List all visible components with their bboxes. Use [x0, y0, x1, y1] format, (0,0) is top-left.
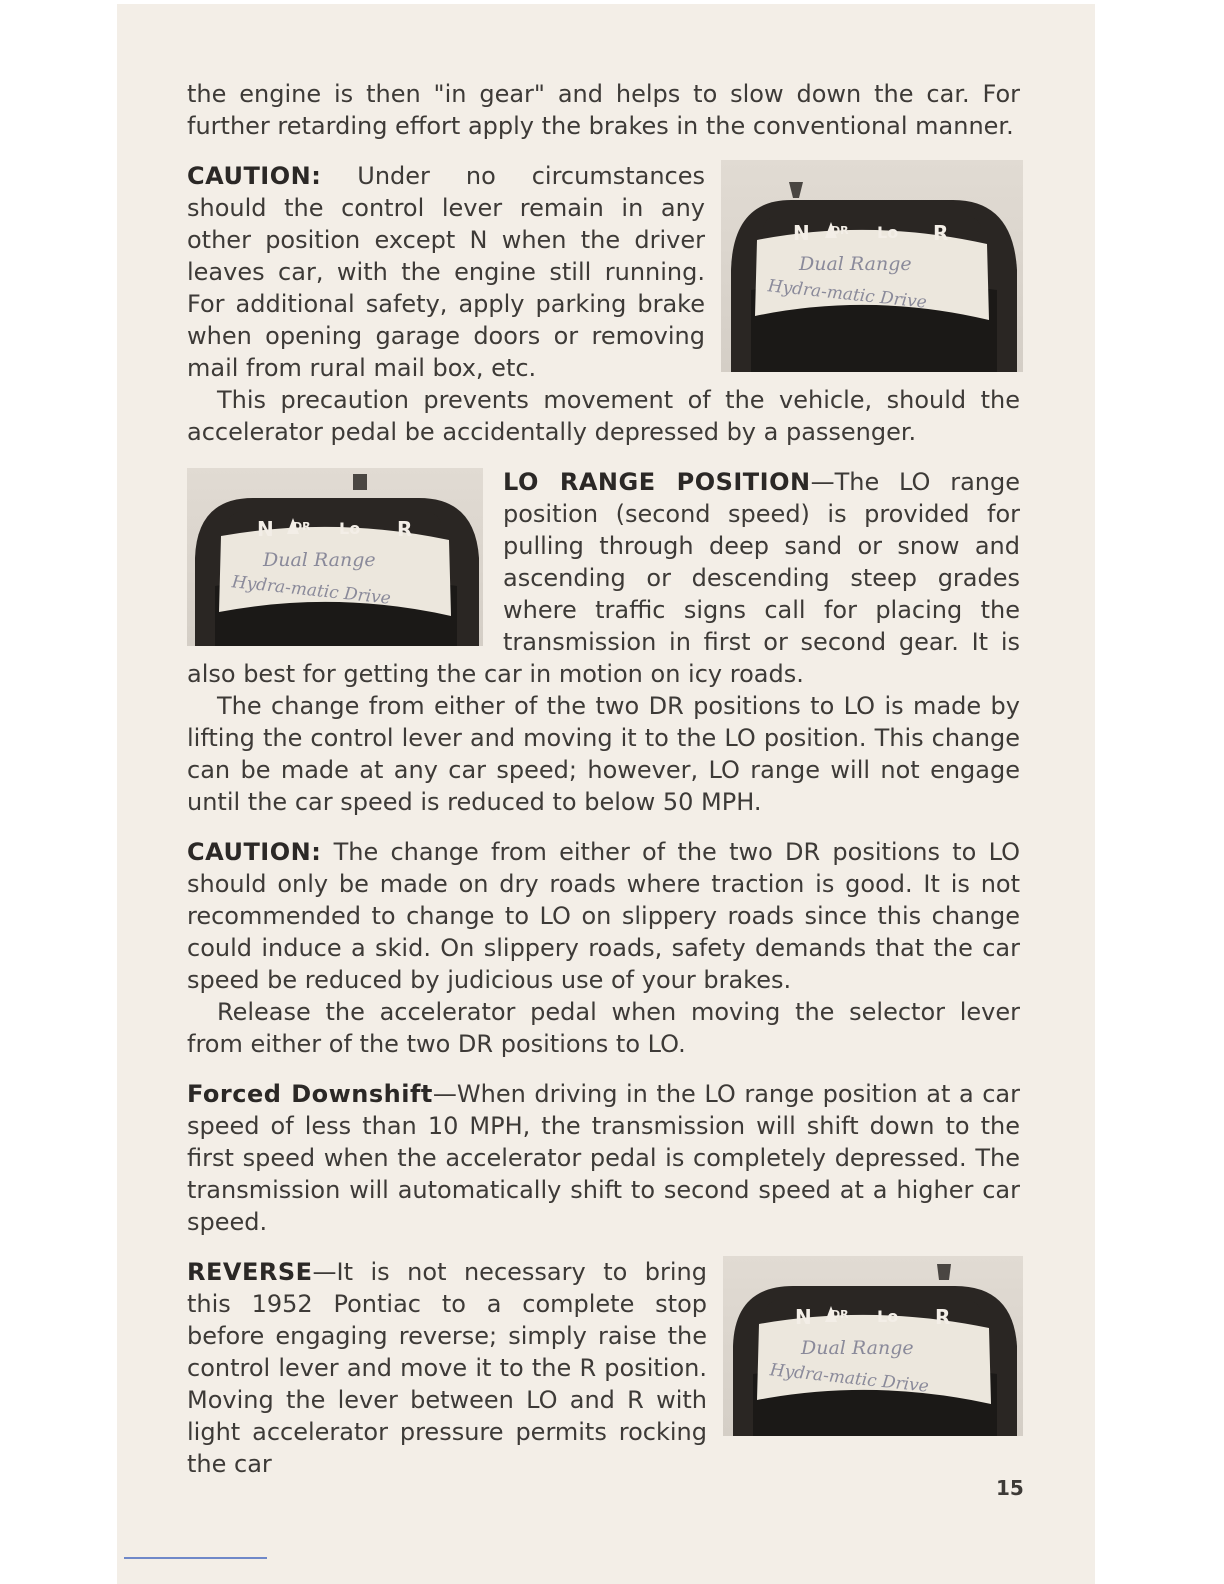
dial-label-dual-range: Dual Range: [801, 1337, 914, 1359]
selector-dial-image: [721, 160, 1023, 372]
reverse-heading: REVERSE: [187, 1258, 313, 1286]
lo-change-paragraph: The change from either of the two DR positions to LO is made by lifting the control lever and moving it to the LO position. This change can be made at any car speed; however, LO range will not engage until the car speed is reduced to below 50 MPH.: [187, 692, 1020, 816]
dial-pos-lo: Lo: [877, 1307, 899, 1326]
forced-downshift-paragraph: Forced Downshift—When driving in the LO range position at a car speed of less than 10 MPH, the transmission will shift down to the first speed when the accelerator pedal is completely depressed. The transmission will automatically shift to second speed at a higher car speed.: [187, 1080, 1020, 1236]
dial-pos-dr: DR: [831, 224, 849, 237]
caution-paragraph-2: CAUTION: The change from either of the two DR positions to LO should only be made on dry roads where traction is good. It is not recommended to change to LO on slippery roads since this change could induce a skid. On slippery roads, safety demands that the car speed be reduced by judicious use of your brakes.: [187, 838, 1020, 994]
selector-dial-photo-reverse: [723, 1256, 1023, 1436]
dial-pos-r: R: [933, 221, 949, 245]
dial-pos-dr: DR: [293, 520, 311, 533]
bottom-rule: [124, 1557, 267, 1559]
dial-label-hydramatic: Hydra-matic Drive: [766, 276, 928, 313]
caution-paragraph-1: CAUTION: Under no circumstances should the control lever remain in any other position except N when the driver leaves car, with the engine still running. For additional safety, apply parking brake when opening garage doors or removing mail from rural mail box, etc.: [187, 162, 705, 382]
dial-pos-lo: Lo: [877, 223, 899, 242]
dial-label-dual-range: Dual Range: [799, 253, 912, 275]
selector-dial-image: [187, 468, 483, 646]
dial-pos-dr: DR: [831, 1308, 849, 1321]
lo-range-heading: LO RANGE POSITION: [503, 468, 811, 496]
dial-label-dual-range: Dual Range: [263, 549, 376, 571]
selector-dial-photo-lo: [187, 468, 483, 646]
intro-paragraph: the engine is then "in gear" and helps to slow down the car. For further retarding effort apply the brakes in the conventional manner.: [187, 80, 1020, 140]
dial-label-hydramatic: Hydra-matic Drive: [230, 572, 392, 609]
dial-pos-r: R: [397, 517, 413, 541]
selector-dial-photo-neutral: [721, 160, 1023, 372]
dial-pos-n: N: [793, 221, 810, 245]
dial-pos-n: N: [795, 1305, 812, 1329]
page-body: [187, 78, 1020, 1480]
dial-pos-r: R: [935, 1305, 951, 1329]
release-paragraph: Release the accelerator pedal when moving the selector lever from either of the two DR positions to LO.: [187, 998, 1020, 1058]
dial-pos-lo: Lo: [339, 519, 361, 538]
dial-label-hydramatic: Hydra-matic Drive: [768, 1360, 930, 1397]
page-number: 15: [996, 1476, 1024, 1500]
forced-downshift-heading: Forced Downshift: [187, 1080, 433, 1108]
reverse-paragraph: REVERSE—It is not necessary to bring this 1952 Pontiac to a complete stop before engaging reverse; simply raise the control lever and move it to the R position. Moving the lever between LO and R with light accelerator pressure permits rocking the car: [187, 1258, 707, 1478]
caution-heading-1: CAUTION:: [187, 162, 322, 190]
lo-range-paragraph: LO RANGE POSITION—The LO range position (second speed) is provided for pulling through deep sand or snow and ascending or descending steep grades where traffic signs call for placing the transmission in first or second gear. It is also best for getting the car in motion on icy roads.: [187, 468, 1020, 688]
precaution-paragraph: This precaution prevents movement of the vehicle, should the accelerator pedal be accidentally depressed by a passenger.: [187, 386, 1020, 446]
selector-dial-image: [723, 1256, 1023, 1436]
caution-heading-2: CAUTION:: [187, 838, 322, 866]
dial-pos-n: N: [257, 517, 274, 541]
